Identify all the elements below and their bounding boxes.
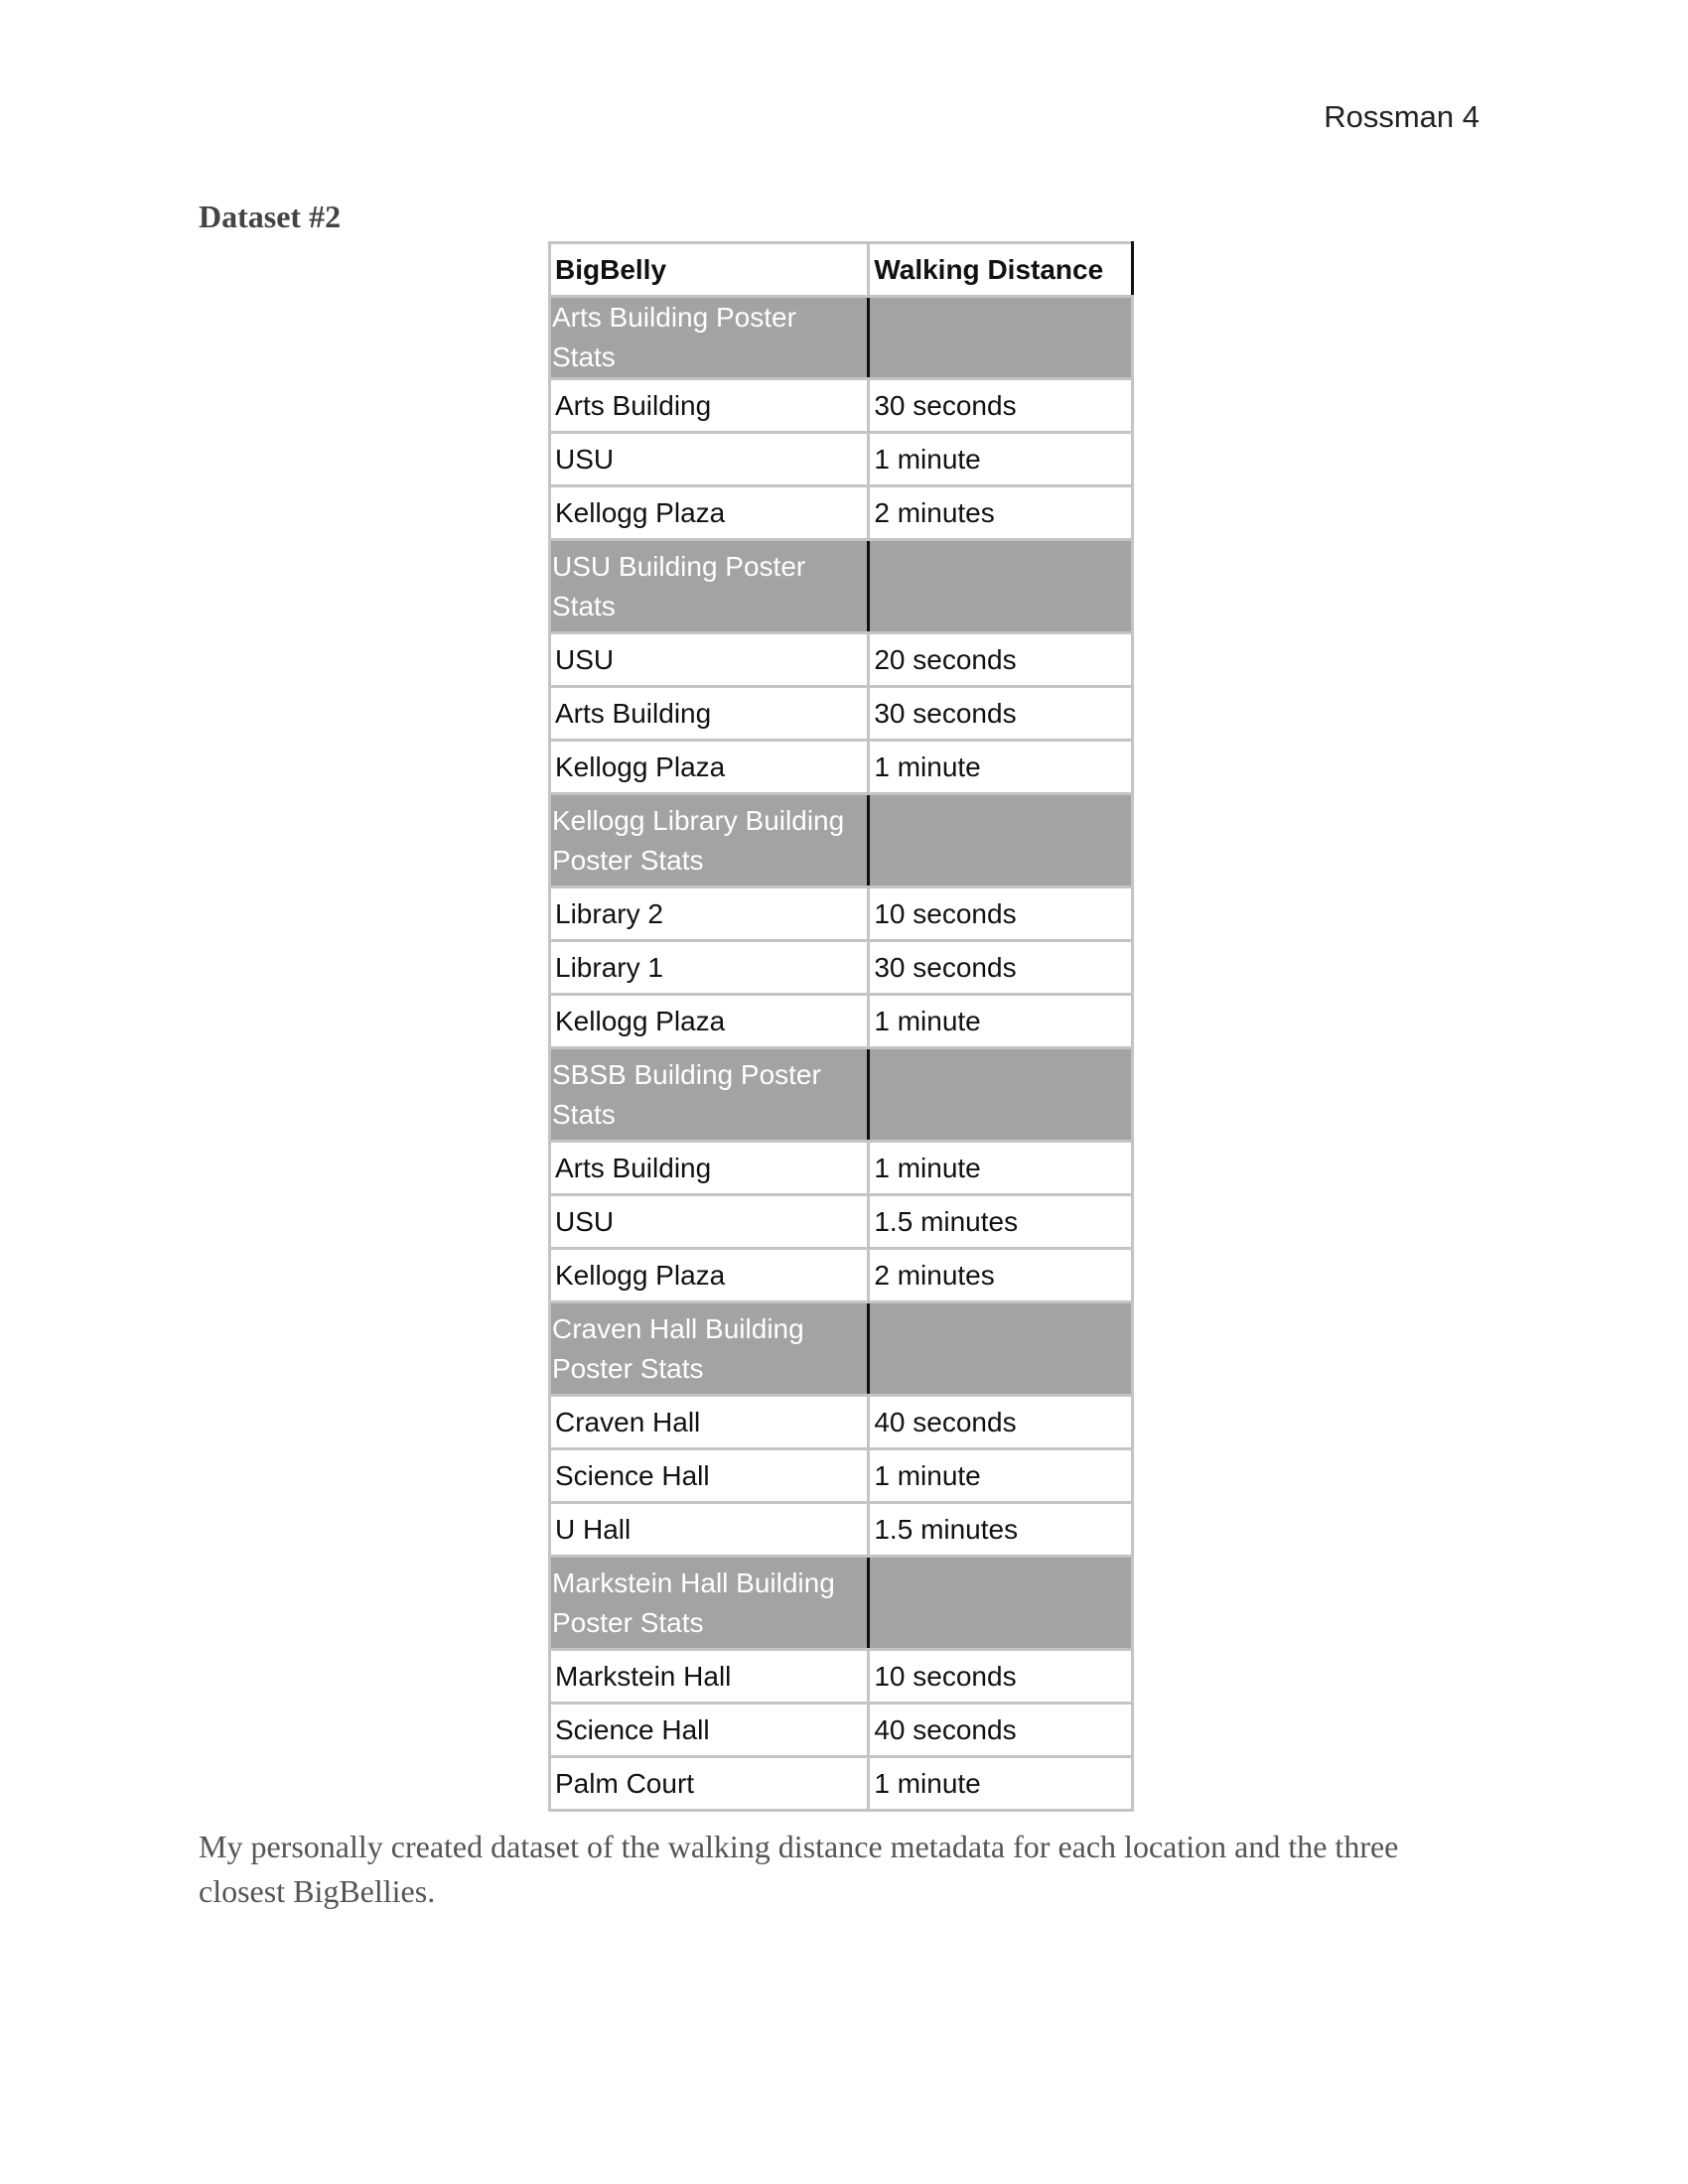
bigbelly-cell: U Hall [550,1503,869,1557]
group-empty-cell [869,1048,1133,1142]
walking-distance-cell: 1 minute [869,1757,1133,1811]
table-row [550,1503,1133,1557]
group-header-row [550,297,1133,379]
bigbelly-cell: Craven Hall [550,1396,869,1449]
walking-distance-cell: 1 minute [869,1142,1133,1195]
bigbelly-cell: USU [550,433,869,486]
table-row [550,741,1133,794]
table-row [550,941,1133,995]
walking-distance-cell: 1.5 minutes [869,1195,1133,1249]
bigbelly-cell: USU [550,1195,869,1249]
table-row [550,433,1133,486]
bigbelly-cell: Kellogg Plaza [550,741,869,794]
group-title: Kellogg Library Building Poster Stats [550,794,869,887]
walking-distance-cell: 30 seconds [869,941,1133,995]
group-title: USU Building Poster Stats [550,540,869,633]
group-empty-cell [869,540,1133,633]
table-row [550,486,1133,540]
group-title: Craven Hall Building Poster Stats [550,1302,869,1396]
bigbelly-cell: Arts Building [550,379,869,433]
page-header: Rossman 4 [1324,99,1479,134]
walking-distance-cell: 10 seconds [869,887,1133,941]
walking-distance-cell: 1 minute [869,741,1133,794]
group-header-row [550,1048,1133,1142]
bigbelly-cell: Palm Court [550,1757,869,1811]
group-header-row [550,794,1133,887]
walking-distance-cell: 2 minutes [869,1249,1133,1302]
walking-distance-cell: 40 seconds [869,1704,1133,1757]
table-row [550,1195,1133,1249]
walking-distance-cell: 1 minute [869,433,1133,486]
walking-distance-table [548,241,1134,1812]
group-empty-cell [869,1302,1133,1396]
table-row [550,687,1133,741]
group-empty-cell [869,1557,1133,1650]
group-empty-cell [869,794,1133,887]
column-header-walking-distance: Walking Distance [869,243,1133,297]
group-title: Arts Building Poster Stats [550,297,869,379]
bigbelly-cell: USU [550,633,869,687]
group-empty-cell [869,297,1133,379]
walking-distance-cell: 30 seconds [869,379,1133,433]
table-row [550,633,1133,687]
walking-distance-cell: 20 seconds [869,633,1133,687]
walking-distance-cell: 10 seconds [869,1650,1133,1704]
caption-text: My personally created dataset of the walking distance metadata for each location and the three closest BigBellies. [199,1829,1399,1909]
bigbelly-cell: Kellogg Plaza [550,486,869,540]
bigbelly-cell: Science Hall [550,1449,869,1503]
dataset-heading: Dataset #2 [199,199,342,234]
table-row [550,379,1133,433]
bigbelly-cell: Kellogg Plaza [550,1249,869,1302]
table-row [550,1757,1133,1811]
column-header-bigbelly: BigBelly [550,243,869,297]
walking-distance-cell: 1 minute [869,995,1133,1048]
bigbelly-cell: Science Hall [550,1704,869,1757]
bigbelly-cell: Library 2 [550,887,869,941]
table-row [550,1650,1133,1704]
group-title: SBSB Building Poster Stats [550,1048,869,1142]
table-header-row [550,243,1133,297]
bigbelly-cell: Arts Building [550,687,869,741]
group-header-row [550,1302,1133,1396]
table-row [550,1396,1133,1449]
group-header-row [550,1557,1133,1650]
group-title: Markstein Hall Building Poster Stats [550,1557,869,1650]
walking-distance-cell: 2 minutes [869,486,1133,540]
table-row [550,1249,1133,1302]
walking-distance-cell: 30 seconds [869,687,1133,741]
bigbelly-cell: Markstein Hall [550,1650,869,1704]
walking-distance-cell: 1.5 minutes [869,1503,1133,1557]
bigbelly-cell: Library 1 [550,941,869,995]
table-row [550,1142,1133,1195]
table-body [550,243,1133,1811]
table-row [550,995,1133,1048]
group-header-row [550,540,1133,633]
table-row [550,887,1133,941]
table-row [550,1704,1133,1757]
table-row [550,1449,1133,1503]
bigbelly-cell: Kellogg Plaza [550,995,869,1048]
walking-distance-cell: 40 seconds [869,1396,1133,1449]
bigbelly-cell: Arts Building [550,1142,869,1195]
walking-distance-cell: 1 minute [869,1449,1133,1503]
